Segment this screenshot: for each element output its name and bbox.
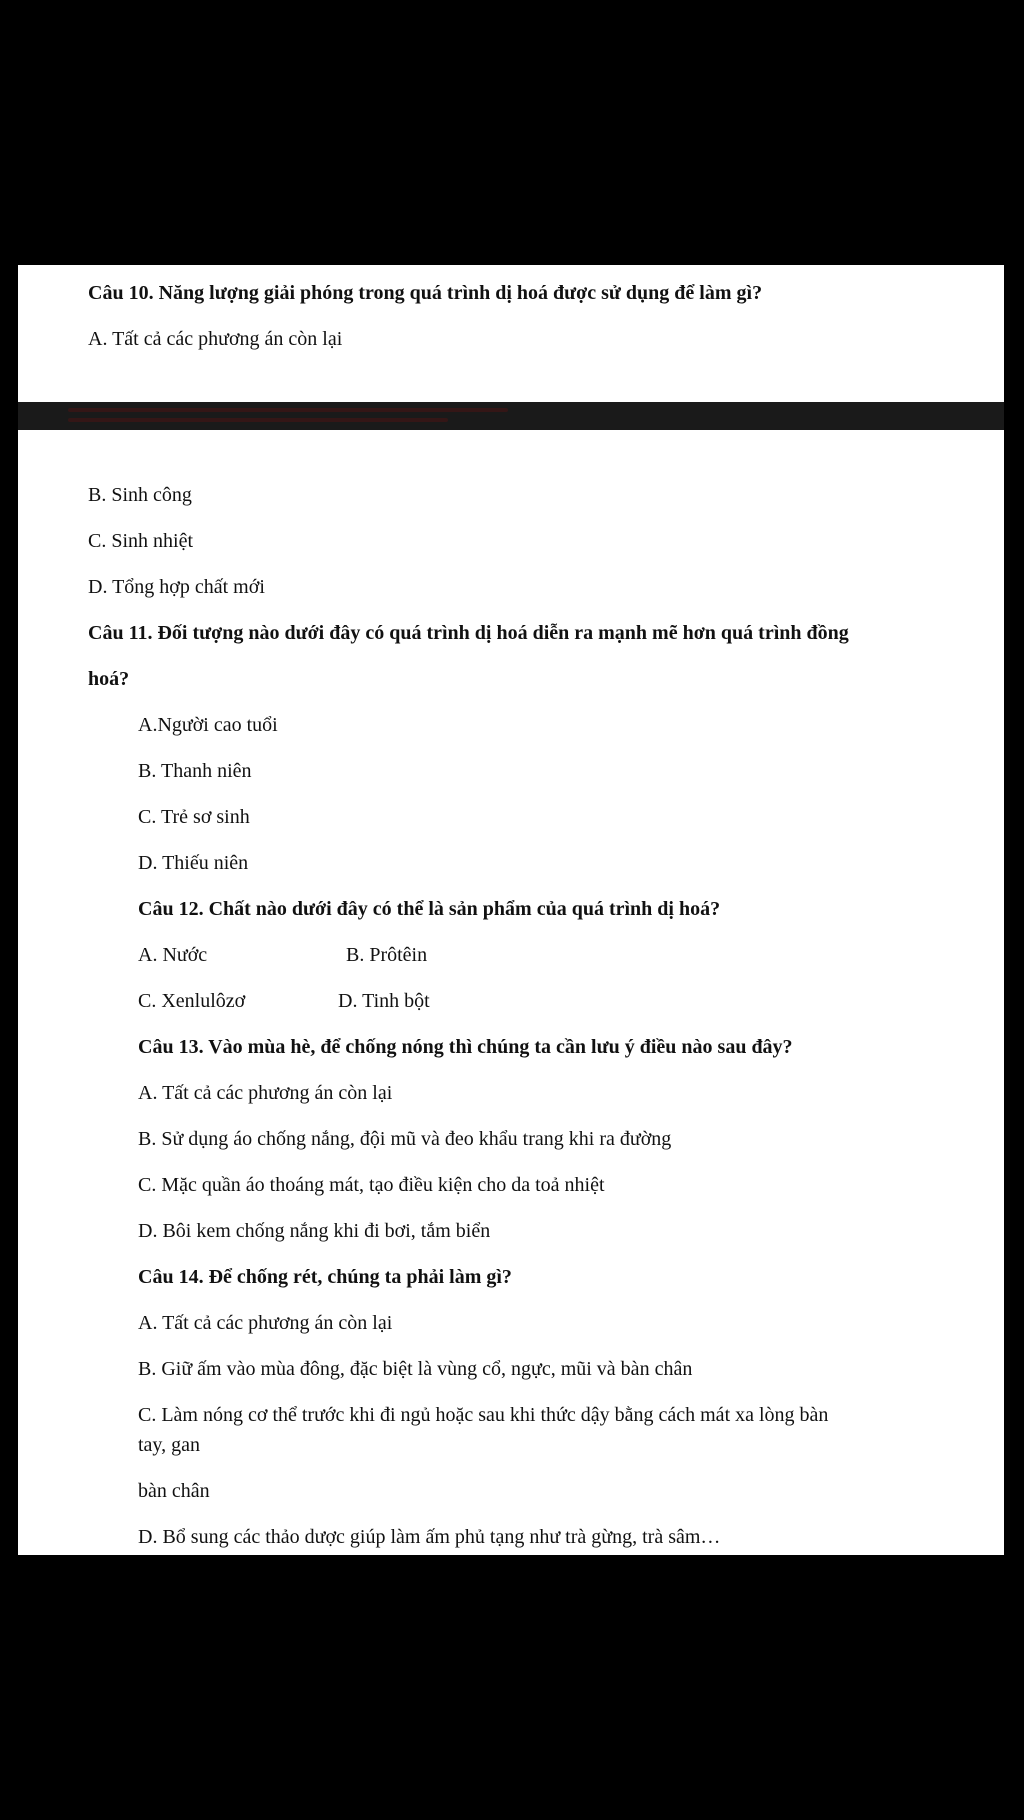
q10-option-b: B. Sinh công (88, 484, 192, 506)
q14-question: Câu 14. Để chống rét, chúng ta phải làm gì? (138, 1266, 512, 1288)
q13-option-b: B. Sử dụng áo chống nắng, đội mũ và đeo khẩu trang khi ra đường (138, 1128, 672, 1150)
page-fragment-top (18, 265, 1004, 402)
blurred-text-line (68, 418, 448, 422)
q10-option-d: D. Tổng hợp chất mới (88, 576, 265, 598)
q14-option-c-line1: C. Làm nóng cơ thể trước khi đi ngủ hoặc sau khi thức dậy bằng cách mát xa lòng bàn (138, 1404, 829, 1426)
q11-option-c: C. Trẻ sơ sinh (138, 806, 250, 828)
q11-question-line2: hoá? (88, 668, 130, 690)
q13-option-c: C. Mặc quần áo thoáng mát, tạo điều kiện cho da toả nhiệt (138, 1174, 605, 1196)
q11-option-d: D. Thiếu niên (138, 852, 249, 874)
q14-option-d: D. Bổ sung các thảo dược giúp làm ấm phủ tạng như trà gừng, trà sâm… (138, 1526, 721, 1548)
q12-option-a: A. Nước (138, 944, 208, 966)
q11-question-line1: Câu 11. Đối tượng nào dưới đây có quá trình dị hoá diễn ra mạnh mẽ hơn quá trình đồng (88, 622, 849, 644)
q13-option-a: A. Tất cả các phương án còn lại (138, 1082, 393, 1104)
q12-option-c: C. Xenlulôzơ (138, 990, 246, 1012)
q11-option-b: B. Thanh niên (138, 760, 252, 782)
q14-option-c-line3: bàn chân (138, 1480, 210, 1502)
q10-option-a: A. Tất cả các phương án còn lại (88, 328, 343, 350)
q14-option-b: B. Giữ ấm vào mùa đông, đặc biệt là vùng cổ, ngực, mũi và bàn chân (138, 1358, 693, 1380)
q12-option-d: D. Tinh bột (338, 990, 430, 1012)
q14-option-c-line2: tay, gan (138, 1434, 201, 1456)
blurred-text-line (68, 408, 508, 412)
q13-question: Câu 13. Vào mùa hè, để chống nóng thì chúng ta cần lưu ý điều nào sau đây? (138, 1036, 793, 1058)
q12-question: Câu 12. Chất nào dưới đây có thể là sản phẩm của quá trình dị hoá? (138, 898, 721, 920)
page-main (18, 430, 1004, 1555)
q12-option-b: B. Prôtêin (346, 944, 428, 966)
q14-option-a: A. Tất cả các phương án còn lại (138, 1312, 393, 1334)
q10-option-c: C. Sinh nhiệt (88, 530, 194, 552)
q13-option-d: D. Bôi kem chống nắng khi đi bơi, tắm biển (138, 1220, 491, 1242)
q11-option-a: A.Người cao tuổi (138, 714, 278, 736)
page-gap (18, 402, 1004, 430)
q10-question: Câu 10. Năng lượng giải phóng trong quá trình dị hoá được sử dụng để làm gì? (88, 282, 763, 304)
